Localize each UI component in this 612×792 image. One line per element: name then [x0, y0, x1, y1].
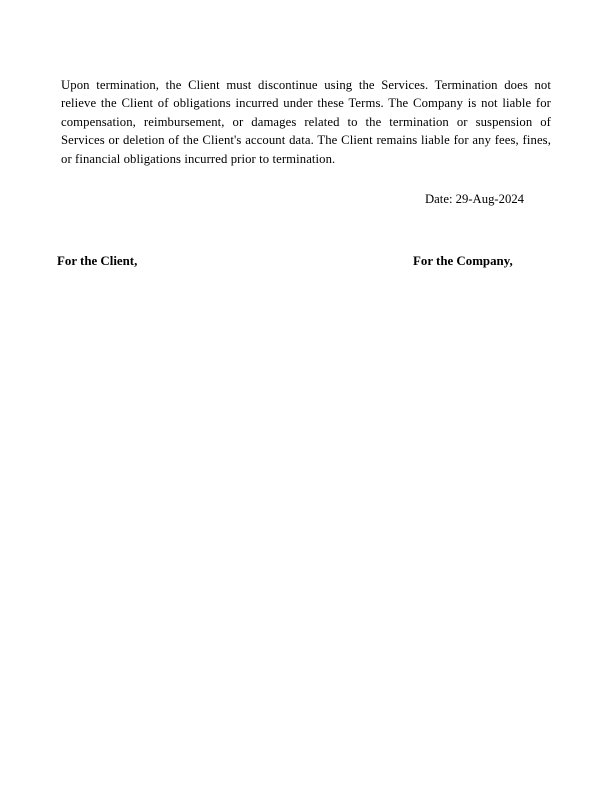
- signature-label-client: For the Client,: [57, 254, 138, 268]
- termination-paragraph: Upon termination, the Client must discontinue using the Services. Termination does not relieve the Client of obligations incurred under these Terms. The Company is not liable for compensation, reimbursement, or damages related to the termination or suspension of Services or deletion of the Client's account data. The Client remains liable for any fees, fines, or financial obligations incurred prior to termination.: [61, 77, 551, 167]
- signature-row: [0, 254, 612, 274]
- date-line: Date: 29-Aug-2024: [425, 192, 525, 206]
- signature-label-company: For the Company,: [413, 254, 513, 268]
